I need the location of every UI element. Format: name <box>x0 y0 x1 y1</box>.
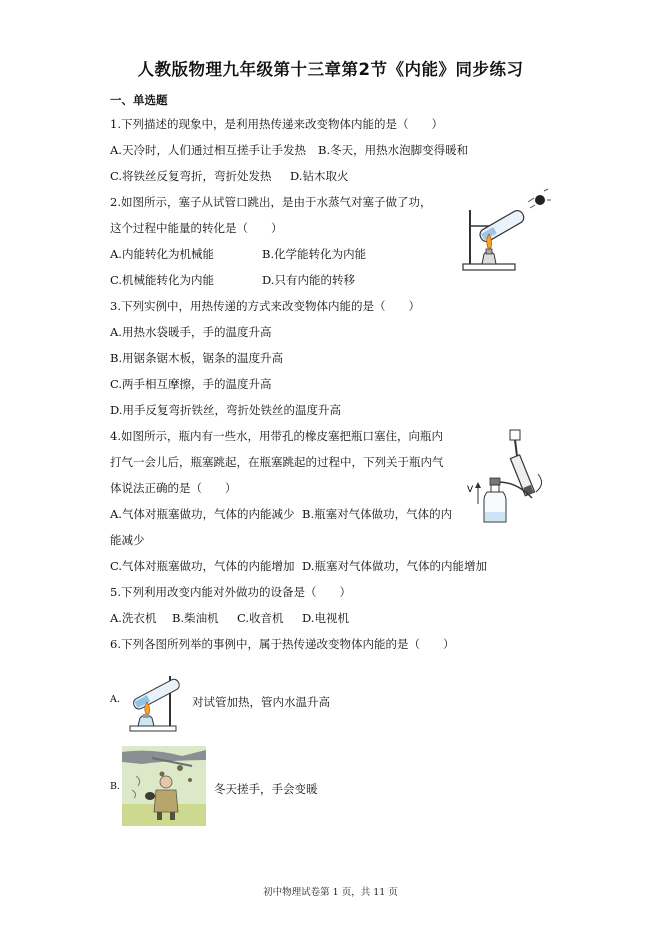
question-5-option-c: C.收音机 <box>237 611 284 625</box>
heating-test-tube-figure <box>124 668 194 734</box>
question-3-stem: 3.下列实例中，用热传递的方式来改变物体内能的是（ ） <box>110 299 420 313</box>
question-3-option-d: D.用手反复弯折铁丝，弯折处铁丝的温度升高 <box>110 403 341 417</box>
question-4-stem-line-2: 打气一会儿后，瓶塞跳起，在瓶塞跳起的过程中，下列关于瓶内气 <box>110 455 444 469</box>
question-4-stem-line-3: 体说法正确的是（ ） <box>110 481 237 495</box>
question-6-option-a-label: A. <box>110 694 120 705</box>
question-4-option-a: A.气体对瓶塞做功，气体的内能减少 <box>110 507 295 521</box>
page-footer: 初中物理试卷第 1 页，共 11 页 <box>263 887 398 898</box>
question-1-stem: 1.下列描述的现象中，是利用热传递来改变物体内能的是（ ） <box>110 117 443 131</box>
question-3-option-c: C.两手相互摩擦，手的温度升高 <box>110 377 272 391</box>
question-2-option-c: C.机械能转化为内能 <box>110 273 215 287</box>
rubbing-hands-winter-figure <box>122 746 206 826</box>
question-5-option-d: D.电视机 <box>302 611 349 625</box>
page-title: 人教版物理九年级第十三章第2节《内能》同步练习 <box>137 60 524 79</box>
question-4-stem-line-1: 4.如图所示，瓶内有一些水，用带孔的橡皮塞把瓶口塞住，向瓶内 <box>110 429 443 443</box>
question-2-option-d: D.只有内能的转移 <box>262 273 355 287</box>
question-2-stem-line-1: 2.如图所示，塞子从试管口跳出，是由于水蒸气对塞子做了功， <box>110 195 432 209</box>
bottle-pump-figure <box>466 426 556 526</box>
question-6-stem: 6.下列各图所列举的事例中，属于热传递改变物体内能的是（ ） <box>110 637 455 651</box>
question-2-option-a: A.内能转化为机械能 <box>110 247 214 261</box>
question-3-option-b: B.用锯条锯木板，锯条的温度升高 <box>110 351 284 365</box>
question-5-stem: 5.下列利用改变内能对外做功的设备是（ ） <box>110 585 351 599</box>
question-1-option-d: D.钻木取火 <box>290 169 349 183</box>
question-5-option-b: B.柴油机 <box>172 611 219 625</box>
question-6-option-a-caption: 对试管加热，管内水温升高 <box>192 695 330 709</box>
question-4-option-b-continued: 能减少 <box>110 533 145 547</box>
pump-v-label: V <box>467 485 474 495</box>
section-heading: 一、单选题 <box>110 93 168 107</box>
question-2-option-b: B.化学能转化为内能 <box>262 247 367 261</box>
question-1-option-a: A.天冷时，人们通过相互搓手让手发热 <box>110 143 306 157</box>
question-2-stem-line-2: 这个过程中能量的转化是（ ） <box>110 221 283 235</box>
question-3-option-a: A.用热水袋暖手，手的温度升高 <box>110 325 272 339</box>
question-1-option-c: C.将铁丝反复弯折，弯折处发热 <box>110 169 272 183</box>
question-5-option-a: A.洗衣机 <box>110 611 157 625</box>
question-1-option-b: B.冬天，用热水泡脚变得暖和 <box>318 143 469 157</box>
question-4-option-d: D.瓶塞对气体做功，气体的内能增加 <box>302 559 487 573</box>
test-tube-stopper-figure <box>458 188 553 274</box>
question-4-option-b: B.瓶塞对气体做功，气体的内 <box>302 507 453 521</box>
question-6-option-b-label: B. <box>110 781 121 792</box>
question-4-option-c: C.气体对瓶塞做功，气体的内能增加 <box>110 559 295 573</box>
question-6-option-b-caption: 冬天搓手，手会变暖 <box>214 782 318 796</box>
